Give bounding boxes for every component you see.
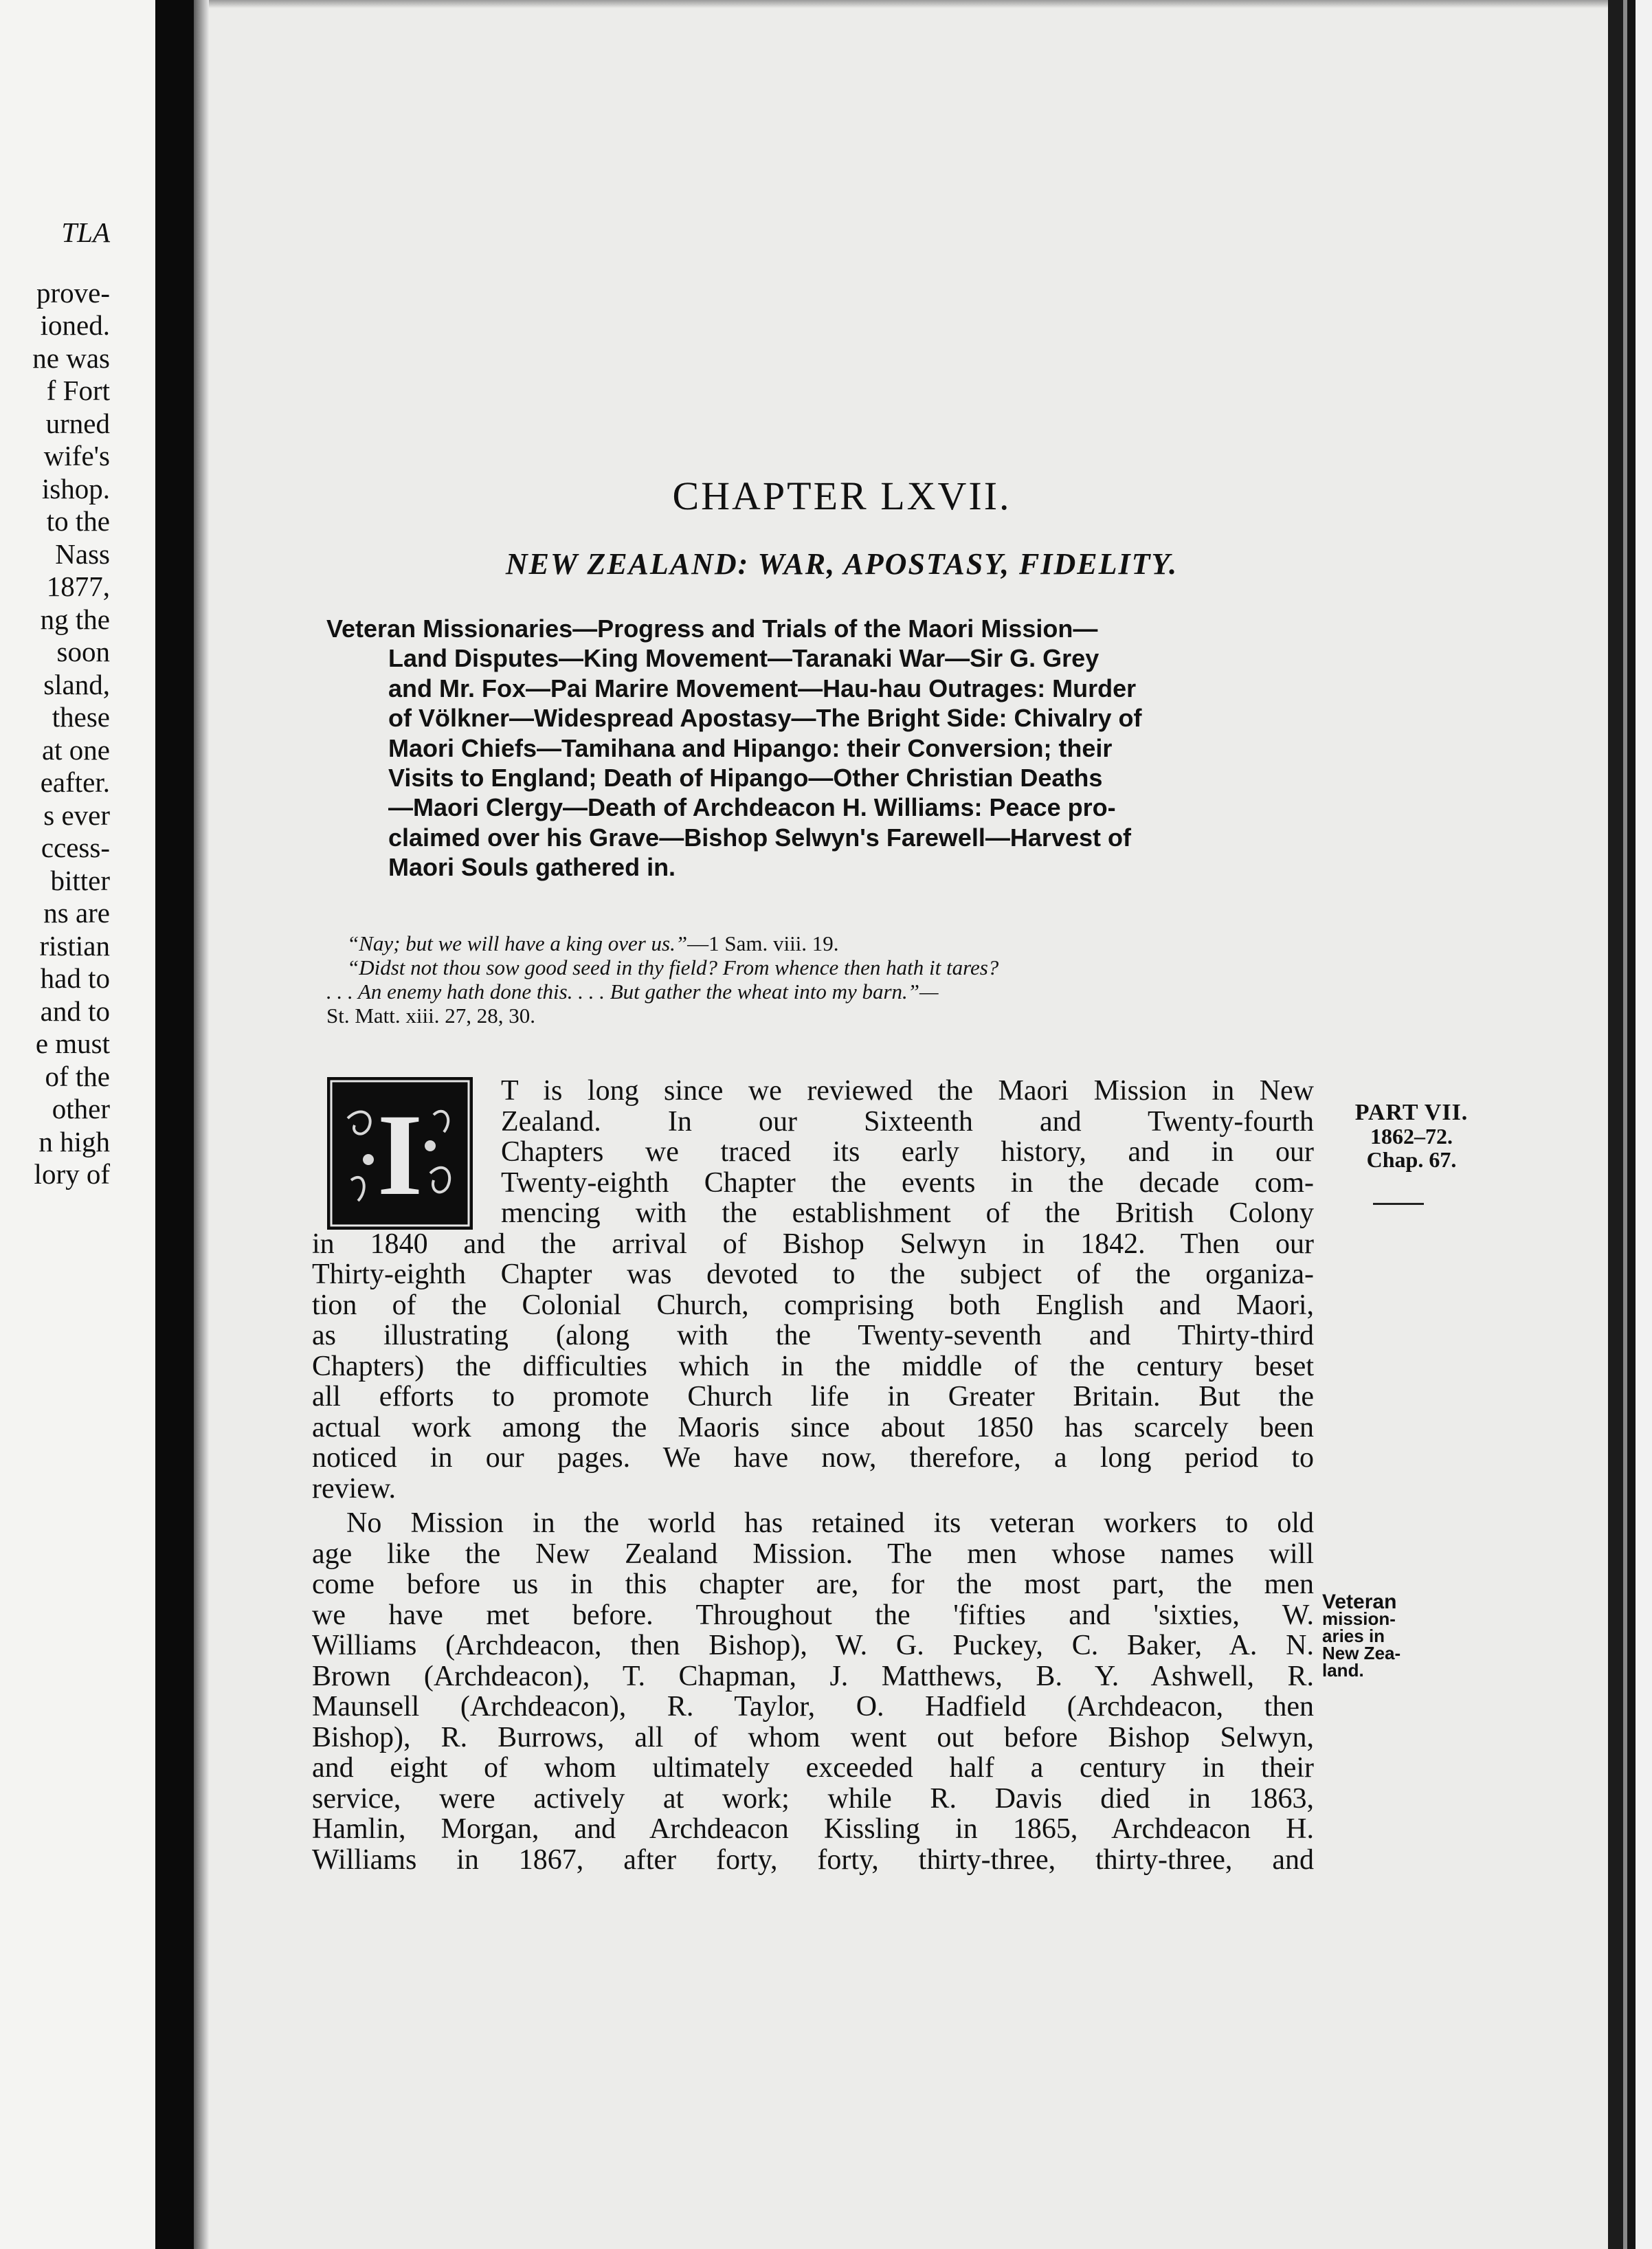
summary-line: Maori Souls gathered in. <box>388 853 676 882</box>
margin-note-part <box>1329 1101 1494 1171</box>
margin-rule <box>1373 1203 1424 1205</box>
summary-line: —Maori Clergy—Death of Archdeacon H. Williams: Peace pro- <box>388 793 1116 822</box>
body-line: Zealand. In our Sixteenth and Twenty-fourth <box>501 1105 1314 1138</box>
epigraph-2-text: . . . An enemy hath done this. . . . But gather the wheat into my barn.”— <box>326 979 939 1004</box>
margin-years: 1862–72. <box>1370 1124 1453 1149</box>
page-top-shadow <box>209 0 1608 8</box>
summary-line: Veteran Missionaries—Progress and Trials of the Maori Mission— <box>326 614 1098 643</box>
body-line: Maunsell (Archdeacon), R. Taylor, O. Hadfield (Archdeacon, then <box>312 1691 1314 1722</box>
body-line: noticed in our pages. We have now, therefore, a long period to <box>312 1442 1314 1474</box>
adjacent-line: to the <box>46 505 110 537</box>
margin-part: PART VII. <box>1354 1100 1469 1125</box>
adjacent-line: ns are <box>43 897 110 929</box>
adjacent-line: soon <box>56 636 110 667</box>
epigraphs <box>326 931 1337 1028</box>
body-line: Bishop), R. Burrows, all of whom went out before Bishop Selwyn, <box>312 1721 1314 1753</box>
body-line: Williams in 1867, after forty, forty, thirty-three, thirty-three, and <box>312 1843 1314 1876</box>
adjacent-line: ne was <box>32 342 110 374</box>
body-line: all efforts to promote Church life in Greater Britain. But the <box>312 1381 1314 1412</box>
margin-note-line: land. <box>1322 1660 1364 1681</box>
adjacent-page-text <box>0 217 110 1191</box>
body-line: Chapters) the difficulties which in the middle of the century beset <box>312 1350 1314 1382</box>
body-line: review. <box>312 1472 397 1505</box>
adjacent-line: urned <box>45 407 110 439</box>
adjacent-line: ioned. <box>40 309 110 341</box>
body-line: age like the New Zealand Mission. The men whose names will <box>312 1538 1314 1570</box>
body-line: mencing with the establishment of the British Colony <box>501 1197 1314 1229</box>
epigraph-2-text: “Didst not thou sow good seed in thy field? From whence then hath it tares? <box>347 955 999 979</box>
body-line: No Mission in the world has retained its veteran workers to old <box>346 1507 1314 1539</box>
adjacent-line: e must <box>35 1028 110 1059</box>
adjacent-line: 1877, <box>46 570 110 602</box>
adjacent-line: bitter <box>50 864 110 896</box>
body-line: T is long since we reviewed the Maori Mission in New <box>501 1075 1314 1107</box>
adjacent-line: f Fort <box>46 375 110 406</box>
body-line: Twenty-eighth Chapter the events in the decade com- <box>501 1166 1314 1199</box>
adjacent-line: and to <box>40 995 110 1027</box>
epigraph-1-reference: —1 Sam. viii. 19. <box>687 931 839 955</box>
body-line: service, were actively at work; while R. Davis died in 1863, <box>312 1782 1314 1815</box>
adjacent-line: n high <box>38 1125 110 1157</box>
adjacent-line: ristian <box>39 929 110 962</box>
body-line: and eight of whom ultimately exceeded half a century in their <box>312 1752 1314 1784</box>
adjacent-line: had to <box>40 962 110 994</box>
adjacent-line: eafter. <box>40 766 110 798</box>
body-line: come before us in this chapter are, for the most part, the men <box>312 1569 1314 1600</box>
body-line: Chapters we traced its early history, and in our <box>501 1136 1314 1168</box>
gutter-shadow <box>194 0 209 2249</box>
body-line: in 1840 and the arrival of Bishop Selwyn in 1842. Then our <box>312 1228 1314 1260</box>
summary-line: claimed over his Grave—Bishop Selwyn's Farewell—Harvest of <box>388 823 1131 852</box>
margin-note-line: mission- <box>1322 1608 1396 1629</box>
body-line: Hamlin, Morgan, and Archdeacon Kissling in 1865, Archdeacon H. <box>312 1813 1314 1845</box>
adjacent-line: wife's <box>43 440 110 472</box>
binding-gutter <box>155 0 194 2249</box>
summary-line: of Völkner—Widespread Apostasy—The Bright Side: Chivalry of <box>388 704 1142 733</box>
margin-note-veteran <box>1322 1593 1418 1679</box>
chapter-title: CHAPTER LXVII. <box>672 474 1012 518</box>
epigraph-1 <box>326 931 1337 955</box>
body-line: tion of the Colonial Church, comprising both English and Maori, <box>312 1289 1314 1321</box>
drop-cap-letter: I <box>377 1090 423 1219</box>
body-text <box>312 1076 1314 1875</box>
summary-line: Maori Chiefs—Tamihana and Hipango: their Conversion; their <box>388 733 1113 762</box>
chapter-summary <box>326 614 1330 883</box>
summary-line: and Mr. Fox—Pai Marire Movement—Hau-hau Outrages: Murder <box>388 674 1137 702</box>
summary-line: Visits to England; Death of Hipango—Other Christian Deaths <box>388 764 1103 793</box>
adjacent-line: prove- <box>36 276 110 309</box>
body-line: Brown (Archdeacon), T. Chapman, J. Matthews, B. Y. Ashwell, R. <box>312 1660 1314 1692</box>
body-line: Williams (Archdeacon, then Bishop), W. G. Puckey, C. Baker, A. N. <box>312 1630 1314 1661</box>
body-line: we have met before. Throughout the 'fifties and 'sixties, W. <box>312 1599 1314 1631</box>
epigraph-2-line <box>326 979 1337 1004</box>
adjacent-line: Nass <box>55 538 110 570</box>
adjacent-page-fragment <box>0 0 155 2249</box>
adjacent-line: ccess- <box>41 832 110 863</box>
epigraph-2-reference: St. Matt. xiii. 27, 28, 30. <box>326 1004 535 1028</box>
body-line: actual work among the Maoris since about 1850 has scarcely been <box>312 1411 1314 1443</box>
adjacent-line: lory of <box>34 1158 110 1190</box>
page-edge <box>1608 0 1652 2249</box>
adjacent-line: s ever <box>43 799 110 831</box>
margin-note-line: New Zea- <box>1322 1643 1401 1663</box>
adjacent-line: ishop. <box>41 472 110 505</box>
epigraph-1-text: “Nay; but we will have a king over us.” <box>347 931 688 955</box>
chapter-subtitle: NEW ZEALAND: WAR, APOSTASY, FIDELITY. <box>505 547 1179 581</box>
adjacent-line: sland, <box>43 668 110 700</box>
adjacent-page-header: TLA <box>61 217 110 248</box>
body-line: as illustrating (along with the Twenty-seventh and Thirty-third <box>312 1320 1314 1351</box>
summary-line: Land Disputes—King Movement—Taranaki War—Sir G. Grey <box>388 644 1100 673</box>
adjacent-line: at one <box>41 733 110 766</box>
margin-note-line: Veteran <box>1322 1591 1397 1613</box>
body-line: Thirty-eighth Chapter was devoted to the subject of the organiza- <box>312 1259 1314 1290</box>
margin-note-line: aries in <box>1322 1626 1385 1646</box>
adjacent-line: these <box>52 701 110 733</box>
adjacent-line: other <box>52 1093 110 1124</box>
adjacent-line: of the <box>45 1060 110 1092</box>
margin-chapter: Chap. 67. <box>1366 1147 1457 1172</box>
adjacent-line: ng the <box>40 603 110 635</box>
epigraph-2-line <box>326 955 1337 979</box>
